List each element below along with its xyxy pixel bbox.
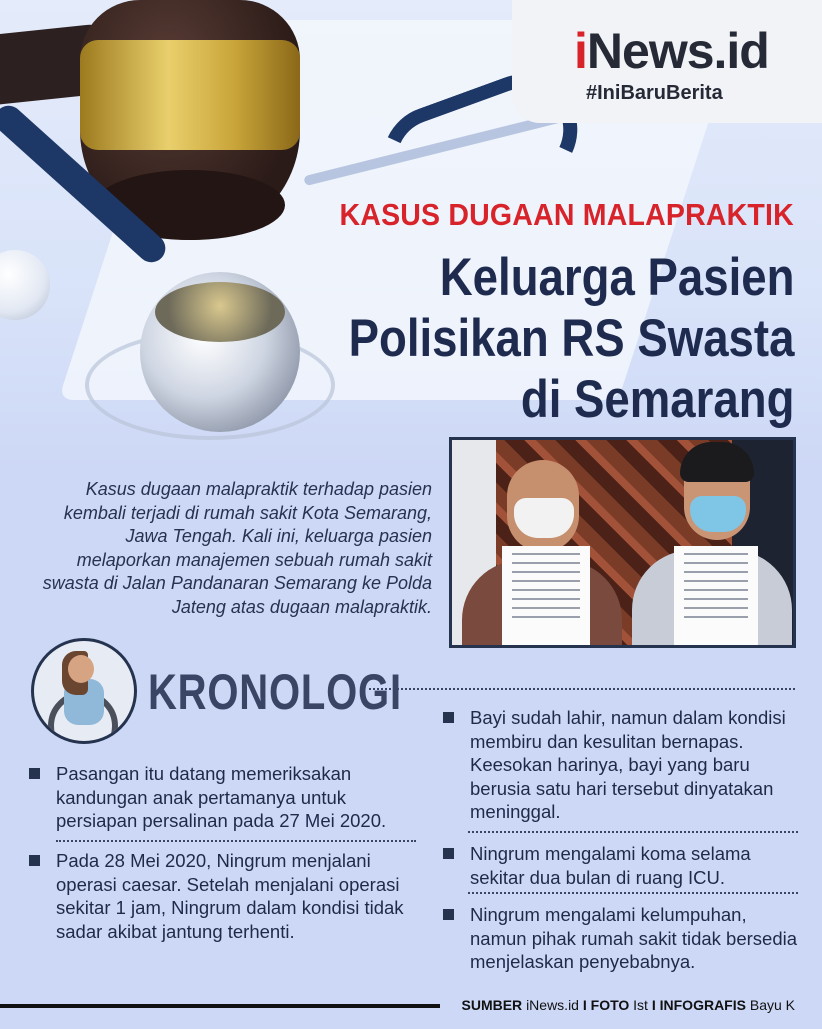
separator: I (582, 997, 587, 1013)
divider (468, 831, 798, 833)
timeline-item (29, 849, 409, 943)
logo-text: News.id (586, 23, 769, 79)
news-photo (449, 437, 796, 648)
divider (56, 840, 416, 842)
bullet-square-icon (443, 848, 454, 859)
person-right-mask (690, 496, 746, 532)
gavel-band-shape (80, 40, 300, 150)
foto-label: FOTO (590, 997, 630, 1013)
wheelchair-patient-avatar (31, 638, 137, 744)
report-document-left (502, 546, 590, 648)
timeline-item-text: Ningrum mengalami kelumpuhan, namun pihak rumah sakit tidak bersedia menjelaskan penyebabnya. (470, 904, 798, 972)
bullet-square-icon (29, 855, 40, 866)
tagline: #IniBaruBerita (586, 82, 723, 104)
bullet-square-icon (443, 909, 454, 920)
patient-head (68, 655, 94, 683)
timeline-item (443, 903, 798, 974)
timeline-item (443, 706, 798, 824)
timeline-item-text: Ningrum mengalami koma selama sekitar dua bulan di ruang ICU. (470, 843, 751, 888)
timeline-item-text: Bayi sudah lahir, namun dalam kondisi membiru dan kesulitan bernapas. Keesokan harinya, bayi yang baru berusia satu hari tersebut dinyatakan meninggal. (470, 707, 786, 822)
headline-line-1: Keluarga Pasien (439, 248, 794, 307)
kicker: KASUS DUGAAN MALAPRAKTIK (339, 197, 794, 232)
divider (468, 892, 798, 894)
headline-line-3: di Semarang (520, 370, 794, 429)
bullet-square-icon (443, 712, 454, 723)
infografis-label: INFOGRAFIS (659, 997, 746, 1013)
sumber-label: SUMBER (461, 997, 523, 1013)
section-title-divider (369, 688, 795, 690)
stethoscope-earpiece-shape (0, 250, 50, 320)
headline (348, 247, 794, 430)
infografis-value: Bayu K (749, 997, 795, 1013)
headline-line-2: Polisikan RS Swasta (348, 309, 794, 368)
stethoscope-chestpiece-top (155, 282, 285, 342)
timeline-item (29, 762, 429, 833)
separator: I (651, 997, 656, 1013)
report-document-right (674, 546, 758, 646)
inews-logo (574, 23, 769, 79)
sumber-value: iNews.id (526, 997, 579, 1013)
section-title: KRONOLOGI (148, 664, 402, 720)
person-left-mask (514, 498, 574, 538)
bullet-square-icon (29, 768, 40, 779)
lede-paragraph: Kasus dugaan malapraktik terhadap pasien kembali terjadi di rumah sakit Kota Semarang, Jawa Tengah. Kali ini, keluarga pasien melaporkan manajemen sebuah rumah sakit swasta di Jalan Pandanaran Semarang ke Polda Jateng atas dugaan malapraktik. (42, 479, 432, 617)
timeline-item (443, 842, 798, 889)
footer-credits (462, 997, 796, 1013)
logo-i: i (574, 23, 587, 79)
footer-rule (0, 1004, 440, 1008)
foto-value: Ist (633, 997, 648, 1013)
timeline-item-text: Pasangan itu datang memeriksakan kandungan anak pertamanya untuk persiapan persalinan pada 27 Mei 2020. (56, 763, 387, 831)
timeline-item-text: Pada 28 Mei 2020, Ningrum menjalani operasi caesar. Setelah menjalani operasi sekitar 1 jam, Ningrum dalam kondisi tidak sadar akibat jantung terhenti. (56, 850, 404, 942)
